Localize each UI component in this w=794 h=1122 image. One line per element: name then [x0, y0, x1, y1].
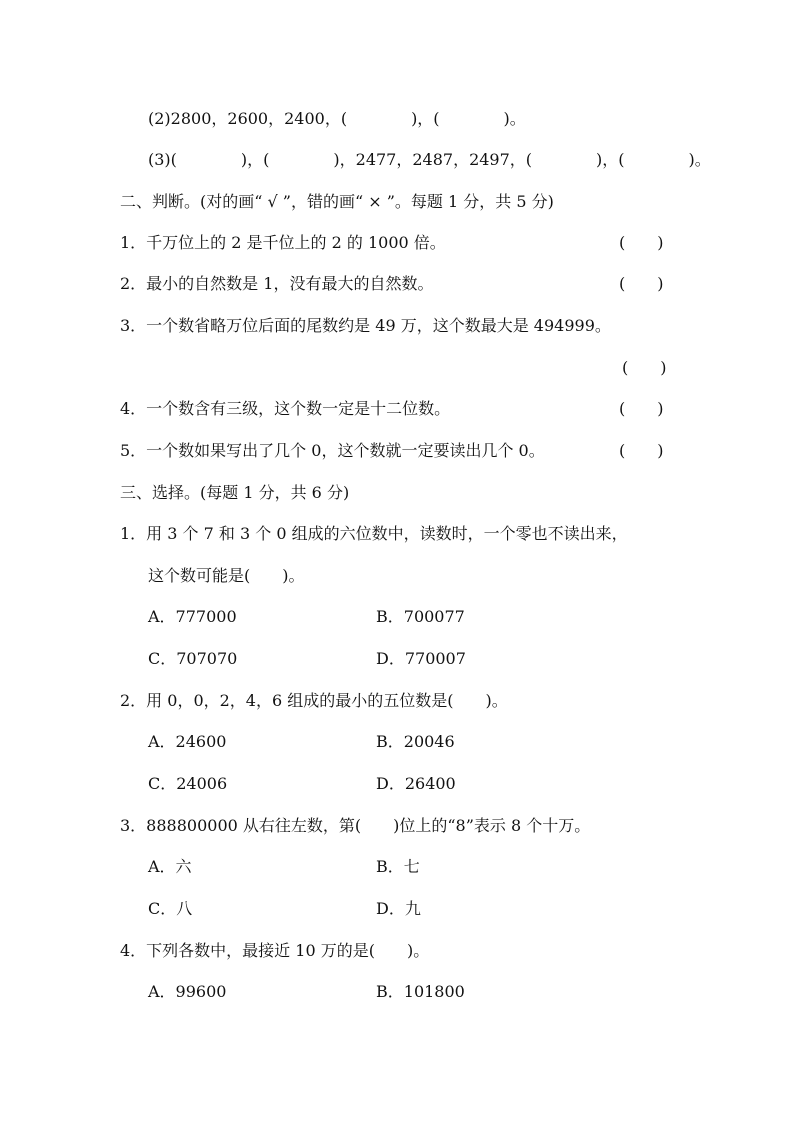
judge-answer-blank-4[interactable]: ( )	[619, 399, 664, 418]
judge-item-2: 2．最小的自然数是 1，没有最大的自然数。	[120, 274, 434, 293]
choose-question-1: 1．用 3 个 7 和 3 个 0 组成的六位数中，读数时，一个零也不读出来，	[120, 524, 628, 543]
option-1a[interactable]: A．777000	[148, 607, 237, 626]
judge-answer-blank-2[interactable]: ( )	[619, 274, 664, 293]
option-2c[interactable]: C．24006	[148, 774, 228, 793]
fill-in-item-3: (3)( )，( )，2477，2487，2497，( )，( )。	[148, 150, 711, 169]
option-3a[interactable]: A．六	[148, 857, 192, 876]
choose-question-4: 4．下列各数中，最接近 10 万的是( )。	[120, 941, 430, 960]
option-1c[interactable]: C．707070	[148, 649, 238, 668]
option-4a[interactable]: A．99600	[148, 982, 227, 1001]
option-2a[interactable]: A．24600	[148, 732, 227, 751]
judge-item-1: 1．千万位上的 2 是千位上的 2 的 1000 倍。	[120, 233, 446, 252]
option-3d[interactable]: D．九	[376, 899, 421, 918]
judge-answer-blank-5[interactable]: ( )	[619, 441, 664, 460]
judge-item-4: 4．一个数含有三级，这个数一定是十二位数。	[120, 399, 451, 418]
option-1d[interactable]: D．770007	[376, 649, 466, 668]
fill-in-item-2: (2)2800，2600，2400，( )，( )。	[148, 109, 526, 128]
judge-answer-blank-3[interactable]: ( )	[622, 358, 667, 377]
judge-item-3: 3．一个数省略万位后面的尾数约是 49 万，这个数最大是 494999。	[120, 316, 611, 335]
option-2d[interactable]: D．26400	[376, 774, 456, 793]
option-2b[interactable]: B．20046	[376, 732, 455, 751]
option-3c[interactable]: C．八	[148, 899, 193, 918]
judge-answer-blank-1[interactable]: ( )	[619, 233, 664, 252]
judge-section-heading: 二、判断。(对的画“ √ ”，错的画“ × ”。每题 1 分，共 5 分)	[120, 192, 554, 211]
choose-question-2: 2．用 0，0，2，4，6 组成的最小的五位数是( )。	[120, 691, 508, 710]
choose-section-heading: 三、选择。(每题 1 分，共 6 分)	[120, 483, 350, 502]
choose-question-3: 3．888800000 从右往左数，第( )位上的“8”表示 8 个十万。	[120, 816, 591, 835]
option-4b[interactable]: B．101800	[376, 982, 465, 1001]
choose-question-1-continued: 这个数可能是( )。	[148, 566, 305, 585]
option-1b[interactable]: B．700077	[376, 607, 465, 626]
option-3b[interactable]: B．七	[376, 857, 420, 876]
judge-item-5: 5．一个数如果写出了几个 0，这个数就一定要读出几个 0。	[120, 441, 545, 460]
